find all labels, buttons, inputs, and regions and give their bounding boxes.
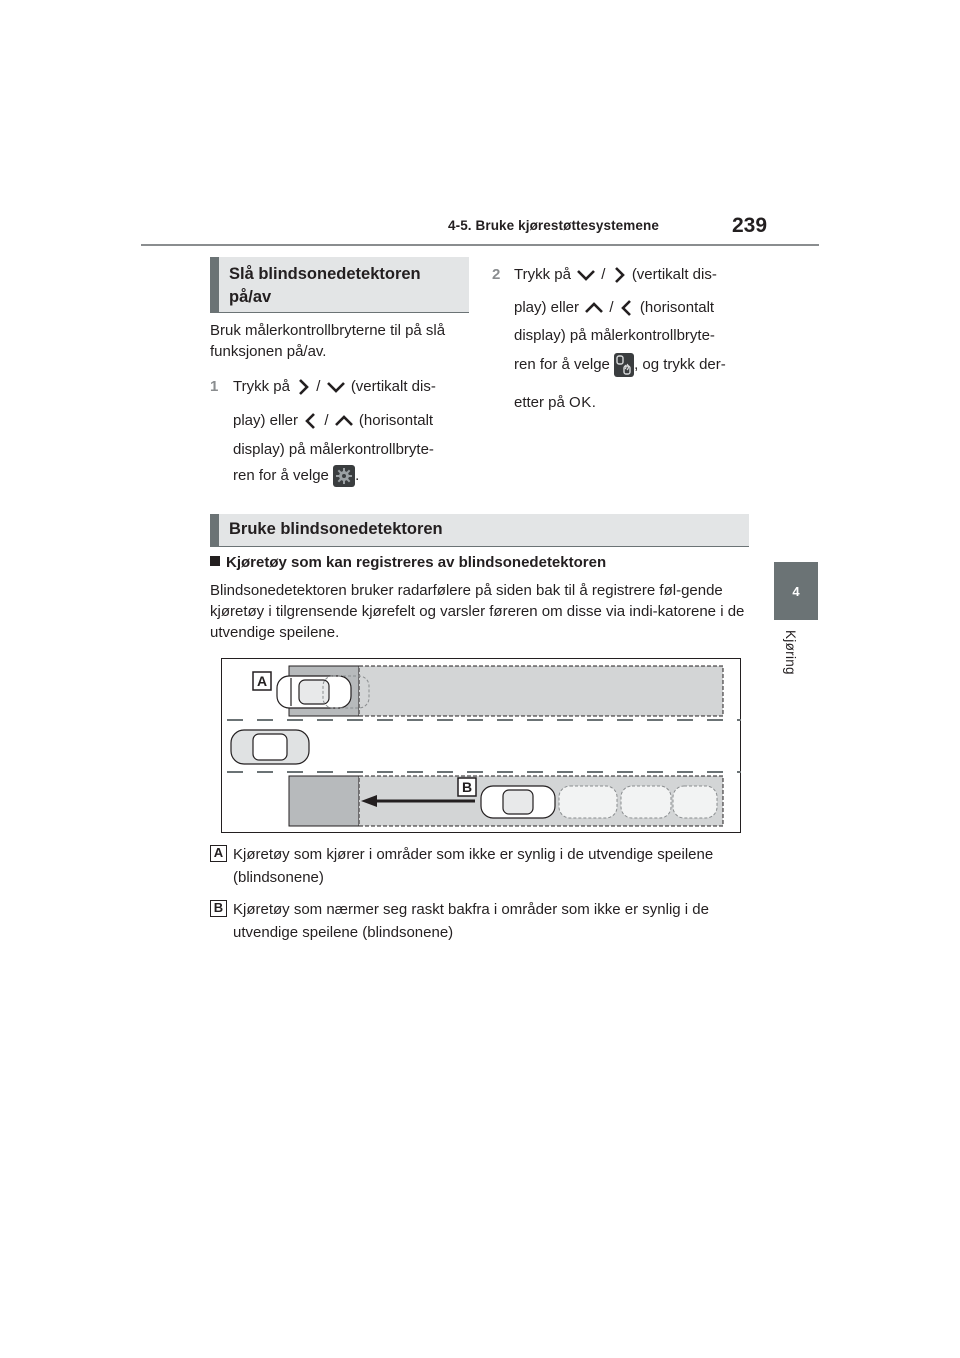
gear-icon: [333, 465, 355, 487]
subheading: [210, 554, 606, 571]
bsm-icon: [614, 353, 634, 377]
description-paragraph: Blindsonedetektoren bruker radarfølere på siden bak til å registrere føl-gende kjøretøy i tilgrensende kjørefelt og varsler føreren om disse via indi-katorene i de utvendige speilene.: [210, 582, 745, 641]
intro-text: Bruk målerkontrollbryterne til på slå funksjonen på/av.: [210, 322, 446, 360]
legend-text: Kjøretøy som kjører i områder som ikke er synlig i de utvendige speilene (blindsonene): [233, 846, 714, 886]
step-text: (horisontalt: [358, 412, 434, 429]
chevron-down-icon: [575, 267, 597, 283]
step-2: [492, 264, 500, 285]
step-text: ren for å velge: [233, 467, 329, 484]
legend-tag: B: [210, 900, 227, 917]
step-text: .: [591, 394, 596, 411]
step-text: Trykk på: [233, 378, 290, 395]
step-number: 2: [492, 266, 501, 283]
step-1-line-4: [233, 465, 359, 487]
separator: /: [601, 266, 606, 283]
blind-spot-diagram: [221, 658, 741, 833]
legend-text: Kjøretøy som nærmer seg raskt bakfra i områder som ikke er synlig i de utvendige speilene (blindsonene): [233, 901, 709, 941]
step-1-line-3: display) på målerkontrollbryte-: [233, 441, 434, 458]
subheading-text: Kjøretøy som kan registreres av blindsonedetektoren: [226, 554, 607, 571]
own-car: [231, 730, 309, 764]
square-bullet-icon: [210, 556, 220, 566]
separator: /: [316, 378, 321, 395]
step-2-line-3: display) på målerkontrollbryte-: [514, 327, 715, 344]
chevron-left-icon: [618, 298, 636, 318]
zone-b-dark: [289, 776, 359, 826]
label-a: A: [256, 673, 268, 689]
step-text: , og trykk der-: [634, 355, 726, 373]
step-2-line-1: [514, 264, 717, 285]
chevron-up-icon: [333, 413, 355, 429]
car-b-ghosts: [559, 786, 717, 818]
separator: /: [609, 299, 614, 316]
section-heading-use: Bruke blindsonedetektoren: [210, 514, 749, 547]
legend-tag: A: [210, 845, 227, 862]
car-b: [481, 786, 555, 818]
step-2-line-5: [514, 392, 596, 413]
zone-a-light: [359, 666, 723, 716]
chapter-tab: 4: [774, 562, 818, 620]
section-heading-toggle: Slå blindsonedetektoren på/av: [210, 257, 469, 313]
step-text: Trykk på: [514, 266, 571, 283]
step-1-line-2: [233, 410, 433, 431]
header-divider: [141, 244, 819, 246]
step-text: (vertikalt dis-: [350, 378, 436, 395]
step-2-line-4: [514, 353, 726, 377]
step-text: ren for å velge: [514, 355, 610, 373]
page-number: 239: [732, 214, 768, 237]
step-text: .: [355, 467, 360, 484]
step-text: (vertikalt dis-: [631, 266, 717, 283]
step-text: play) eller: [233, 412, 299, 429]
label-b: B: [461, 779, 473, 795]
chevron-up-icon: [583, 300, 605, 316]
step-text: play) eller: [514, 299, 580, 316]
chevron-right-icon: [294, 377, 312, 397]
step-1-line-1: [233, 376, 436, 397]
step-text: (horisontalt: [639, 299, 715, 316]
chapter-label: Kjøring: [783, 630, 798, 675]
chevron-right-icon: [610, 265, 628, 285]
step-2-line-2: [514, 297, 714, 318]
legend-item-a: [210, 843, 750, 891]
step-1: [210, 376, 218, 397]
step-text: etter på: [514, 394, 565, 411]
separator: /: [324, 412, 329, 429]
chevron-left-icon: [302, 411, 320, 431]
chevron-down-icon: [325, 379, 347, 395]
car-a: [277, 676, 351, 708]
legend-item-b: [210, 898, 750, 946]
section-title: 4-5. Bruke kjørestøttesystemene: [448, 218, 659, 233]
ok-button-label: OK: [569, 394, 592, 411]
step-number: 1: [210, 378, 219, 395]
